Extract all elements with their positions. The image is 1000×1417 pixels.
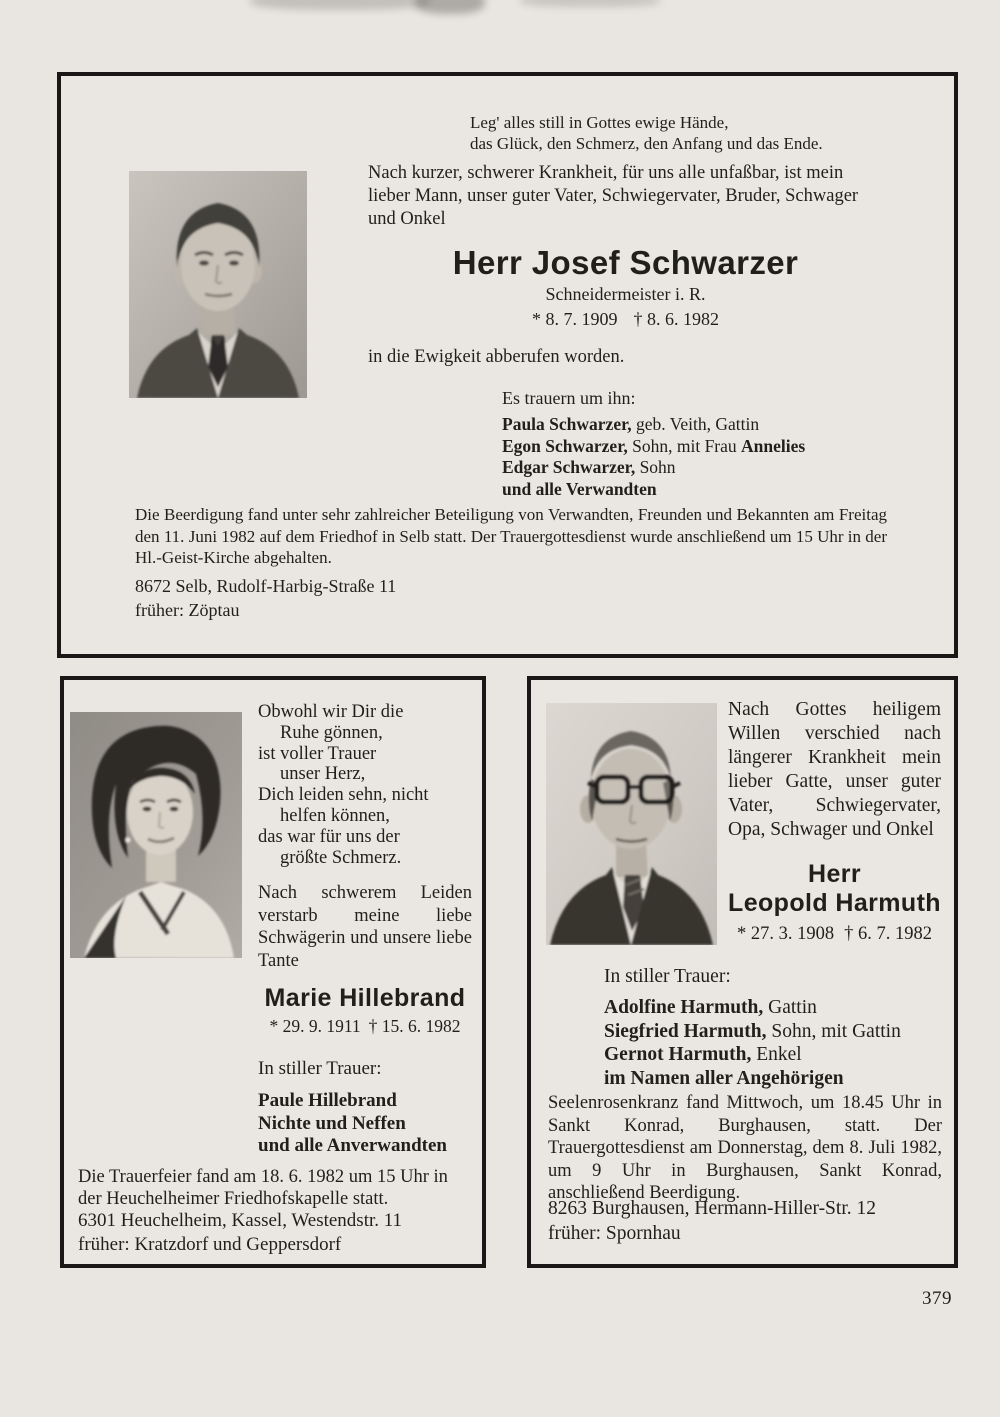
former-residence-line: früher: Kratzdorf und Geppersdorf [78, 1234, 342, 1255]
mourner-name: Gernot Harmuth, [604, 1044, 752, 1065]
memorial-poem [258, 702, 429, 868]
mourners-intro: Es trauern um ihn: [502, 388, 636, 408]
mourner-line [604, 1020, 901, 1044]
scan-smudge [520, 0, 660, 7]
deceased-name: Herr Josef Schwarzer [452, 244, 799, 281]
mourner-line: und alle Anverwandten [258, 1135, 447, 1156]
mourner-name: und alle Verwandten [502, 478, 657, 499]
mourners-list [258, 1090, 447, 1158]
scan-smudge [415, 0, 485, 14]
address-line: 8672 Selb, Rudolf-Harbig-Straße 11 [135, 576, 397, 596]
poem-line: ist voller Trauer [258, 743, 377, 764]
obituary-card-marie-hillebrand [60, 676, 486, 1268]
mourner-relation: geb. Veith, Gattin [631, 414, 760, 434]
mourner-line [604, 996, 901, 1020]
mourner-line [502, 414, 805, 436]
verse-line: das Glück, den Schmerz, den Anfang und das Ende. [470, 134, 823, 153]
mourner-line: Paule Hillebrand [258, 1090, 397, 1111]
mourner-relation: Sohn [635, 457, 676, 477]
portrait-photo-leopold-harmuth [546, 703, 717, 945]
poem-line: größte Schmerz. [280, 847, 402, 868]
portrait-photo-josef-schwarzer [129, 171, 307, 398]
mourner-line: Nichte und Neffen [258, 1112, 406, 1134]
obituary-intro-text: Nach Gottes heiligem Willen verschied nach längerer Krankheit mein lieber Gatte, unser guter Vater, Schwiegervater, Opa, Schwager und Onkel [728, 699, 941, 840]
mourner-relation: Gattin [763, 997, 817, 1018]
man-with-glasses-portrait-illustration [546, 703, 717, 945]
birth-date: * 8. 7. 1909 [532, 309, 618, 329]
former-residence-line: früher: Spornhau [548, 1223, 681, 1244]
deceased-honorific: Herr [807, 860, 862, 888]
mourner-name: im Namen aller Angehörigen [604, 1067, 844, 1089]
funeral-notice-text: Seelenrosenkranz fand Mittwoch, um 18.45 Uhr in Sankt Konrad, Burghausen, statt. Der Trauergottesdienst am Donnerstag, dem 8. Juli 1982, um 9 Uhr in Burghausen, Sankt Konrad, anschließend Beerdigung. [548, 1093, 942, 1203]
portrait-photo-marie-hillebrand [70, 712, 242, 958]
mourner-line [502, 436, 805, 458]
mourner-line [604, 1067, 901, 1091]
mourners-intro: In stiller Trauer: [604, 966, 731, 987]
mourner-relation: Enkel [751, 1044, 802, 1065]
mourner-name: Egon Schwarzer, [502, 435, 628, 456]
obituary-intro-text: Nach kurzer, schwerer Krankheit, für uns alle unfaßbar, ist mein lieber Mann, unser guter Vater, Schwiegervater, Bruder, Schwager und Onkel [368, 163, 859, 229]
death-date: † 8. 6. 1982 [633, 309, 719, 329]
mourner-line [502, 457, 805, 479]
mourner-line [502, 479, 805, 501]
death-date: † 15. 6. 1982 [368, 1016, 461, 1036]
funeral-notice-text: Die Trauerfeier fand am 18. 6. 1982 um 15 Uhr in der Heuchelheimer Friedhofskapelle statt. [78, 1167, 448, 1209]
poem-line: helfen können, [280, 805, 390, 826]
deceased-profession: Schneidermeister i. R. [545, 284, 706, 304]
scan-smudge [250, 0, 430, 10]
mourner-name: Edgar Schwarzer, [502, 457, 636, 477]
obituary-card-josef-schwarzer [57, 72, 958, 658]
mourners-intro: In stiller Trauer: [258, 1058, 382, 1079]
mourner-name: Annelies [741, 435, 806, 456]
mourner-name: Siegfried Harmuth, [604, 1020, 767, 1042]
life-dates [248, 1016, 482, 1037]
poem-line: Dich leiden sehn, nicht [258, 785, 429, 806]
birth-date: * 29. 9. 1911 [269, 1016, 361, 1036]
mourner-relation: Sohn, mit Frau [627, 435, 742, 456]
mourners-list [502, 414, 805, 500]
funeral-notice-text: Die Beerdigung fand unter sehr zahlreicher Beteiligung von Verwandten, Freunden und Bekannten am Freitag den 11. Juni 1982 auf dem Friedhof in Selb statt. Der Trauergottesdienst wurde anschließend um 15 Uhr in der Hl.-Geist-Kirche abgehalten. [135, 505, 887, 567]
mourners-list [604, 996, 901, 1090]
birth-date: * 27. 3. 1908 [737, 924, 835, 944]
page-number: 379 [922, 1288, 952, 1309]
obituary-closing-phrase: in die Ewigkeit abberufen worden. [368, 347, 625, 367]
obituary-intro-text: Nach schwerem Leiden verstarb meine liebe Schwägerin und unsere liebe Tante [258, 883, 472, 971]
mourner-name: Adolfine Harmuth, [604, 997, 764, 1018]
mourner-name: Paula Schwarzer, [502, 414, 632, 434]
poem-line: Ruhe gönnen, [280, 722, 383, 743]
poem-line: das war für uns der [258, 826, 400, 847]
deceased-name [723, 860, 946, 918]
deceased-fullname: Leopold Harmuth [728, 889, 941, 917]
woman-portrait-illustration [70, 712, 242, 958]
poem-line: unser Herz, [280, 764, 366, 785]
obituary-card-leopold-harmuth [527, 676, 958, 1268]
poem-line: Obwohl wir Dir die [258, 702, 404, 722]
mourner-relation: Sohn, mit Gattin [766, 1020, 901, 1042]
deceased-name: Marie Hillebrand [264, 984, 466, 1012]
memorial-verse [470, 112, 823, 154]
life-dates [723, 924, 946, 945]
former-residence-line: früher: Zöptau [135, 600, 240, 620]
death-date: † 6. 7. 1982 [844, 924, 932, 944]
mourner-line [604, 1043, 901, 1067]
address-line: 6301 Heuchelheim, Kassel, Westendstr. 11 [78, 1210, 403, 1231]
man-portrait-illustration [129, 171, 307, 398]
address-line: 8263 Burghausen, Hermann-Hiller-Str. 12 [548, 1198, 876, 1219]
verse-line: Leg' alles still in Gottes ewige Hände, [470, 113, 729, 132]
life-dates [358, 309, 893, 330]
